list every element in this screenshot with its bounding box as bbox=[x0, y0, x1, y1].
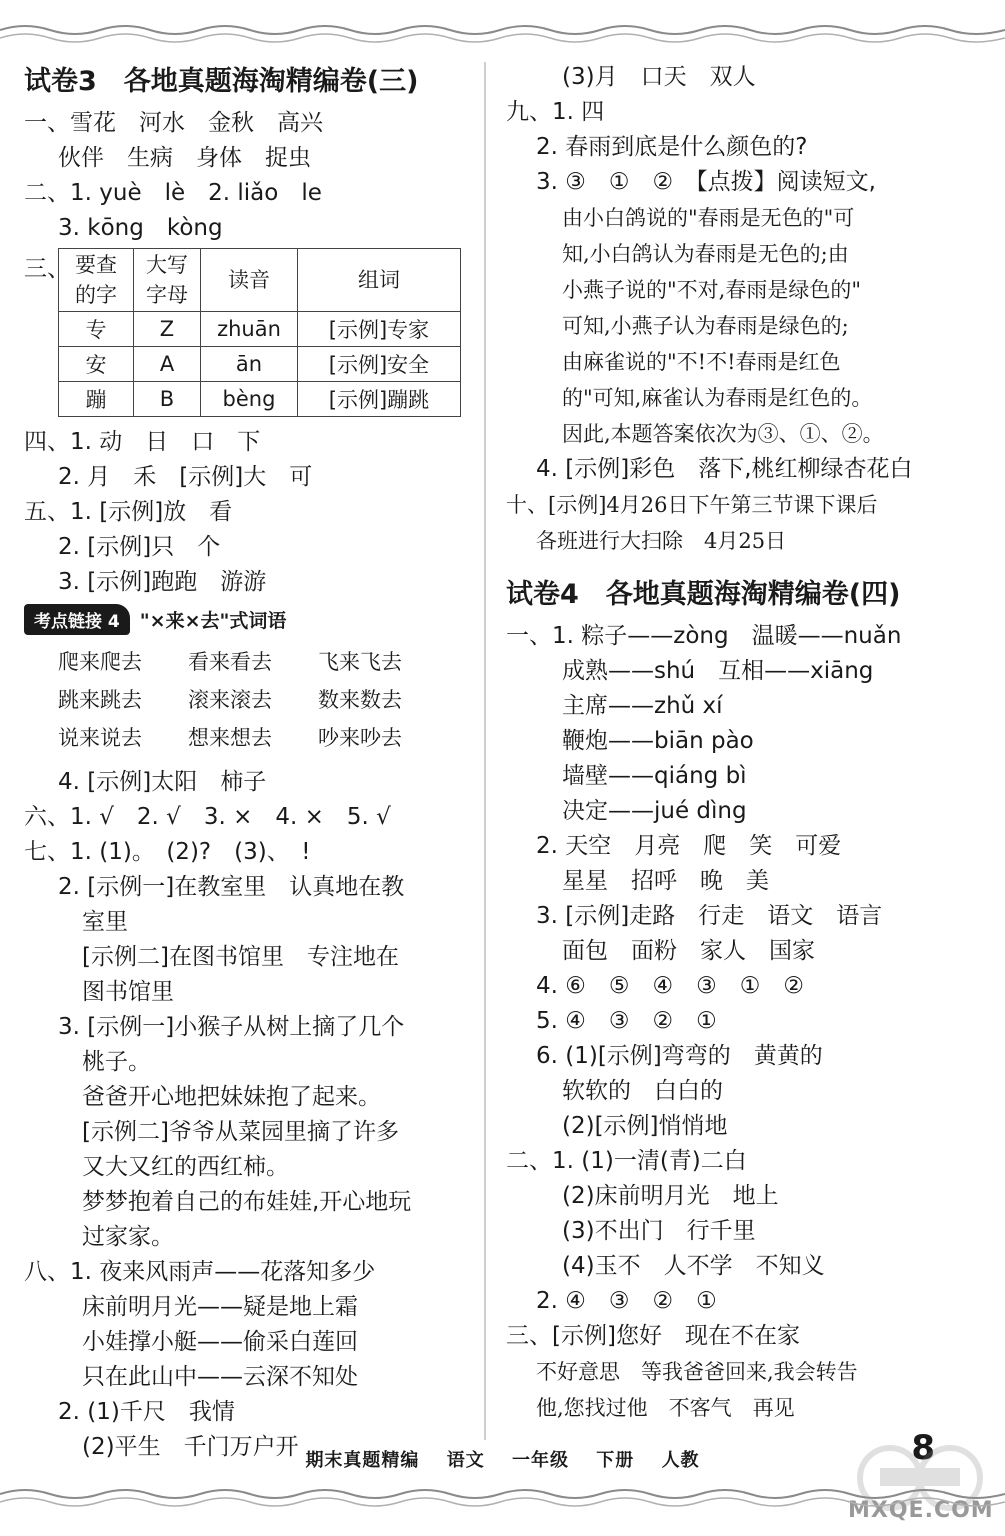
list-item: 数来数去 bbox=[318, 688, 402, 712]
s9-line: 2. 春雨到底是什么颜色的? bbox=[536, 134, 808, 160]
table-row bbox=[59, 382, 461, 417]
table-header: 读音 bbox=[201, 249, 298, 312]
table-cell: zhuān bbox=[201, 312, 298, 347]
s7-line: 图书馆里 bbox=[82, 979, 174, 1005]
list-item: 飞来飞去 bbox=[318, 650, 402, 674]
p4-s1-line: 2. 天空 月亮 爬 笑 可爱 bbox=[536, 833, 842, 859]
p4-s1-line: 主席——zhǔ xí bbox=[562, 693, 723, 719]
table-row bbox=[59, 347, 461, 382]
list-item: 想来想去 bbox=[188, 726, 272, 750]
s5-line-3: 3. [示例]跑跑 游游 bbox=[58, 569, 267, 595]
p4-s2-line: (2)床前明月光 地上 bbox=[562, 1183, 779, 1209]
s7-line: 3. [示例一]小猴子从树上摘了几个 bbox=[58, 1014, 405, 1040]
p4-s3-line: 不好意思 等我爸爸回来,我会转告 bbox=[536, 1360, 858, 1384]
table-cell: 蹦 bbox=[59, 382, 134, 417]
right-column bbox=[506, 60, 982, 1426]
table-header: 要查的字 bbox=[59, 249, 134, 312]
s4-line-2: 2. 月 禾 [示例]大 可 bbox=[58, 464, 313, 490]
watermark-text: MXQE.COM bbox=[848, 1498, 994, 1523]
p4-s3-line: 三、[示例]您好 现在不在家 bbox=[506, 1323, 800, 1349]
p4-s1-line: 墙壁——qiáng bì bbox=[562, 763, 747, 789]
p4-s3-line: 他,您找过他 不客气 再见 bbox=[536, 1396, 795, 1420]
column-divider bbox=[484, 62, 486, 1440]
table-header-row bbox=[59, 249, 461, 312]
s7-line: 梦梦抱着自己的布娃娃,开心地玩 bbox=[82, 1189, 412, 1215]
table-cell: bèng bbox=[201, 382, 298, 417]
p4-s1-line: 决定——jué dìng bbox=[562, 798, 747, 824]
s7-line: 2. [示例一]在教室里 认真地在教 bbox=[58, 874, 405, 900]
s7-line: 过家家。 bbox=[82, 1224, 174, 1250]
char-table bbox=[58, 248, 461, 417]
s8-line: 只在此山中——云深不知处 bbox=[82, 1364, 358, 1390]
s6-line: 六、1. √ 2. √ 3. × 4. × 5. √ bbox=[24, 804, 391, 830]
s8-line: (2)平生 千门万户开 bbox=[82, 1434, 299, 1460]
s9-line: 由小白鸽说的"春雨是无色的"可 bbox=[562, 206, 855, 230]
s5-line-2: 2. [示例]只 个 bbox=[58, 534, 221, 560]
p4-s1-line: 6. (1)[示例]弯弯的 黄黄的 bbox=[536, 1043, 823, 1069]
table-cell: [示例]专家 bbox=[298, 312, 461, 347]
p4-s1-line: 5. ④ ③ ② ① bbox=[536, 1008, 717, 1034]
p4-s1-line: 鞭炮——biān pào bbox=[562, 728, 754, 754]
s9-line: 因此,本题答案依次为③、①、②。 bbox=[562, 422, 884, 446]
table-cell: [示例]蹦跳 bbox=[298, 382, 461, 417]
footer-series: 期末真题精编 bbox=[305, 1450, 420, 1471]
s7-line: 桃子。 bbox=[82, 1049, 151, 1075]
list-item: 吵来吵去 bbox=[318, 726, 402, 750]
p4-s1-line: 成熟——shú 互相——xiāng bbox=[562, 658, 874, 684]
s3-label: 三、 bbox=[24, 256, 70, 282]
p4-s1-line: 一、1. 粽子——zòng 温暖——nuǎn bbox=[506, 623, 902, 649]
s9-line: 4. [示例]彩色 落下,桃红柳绿杏花白 bbox=[536, 456, 913, 482]
p4-s2-line: 二、1. (1)一清(青)二白 bbox=[506, 1148, 747, 1174]
table-row bbox=[59, 312, 461, 347]
s8-line: 小娃撑小艇——偷采白莲回 bbox=[82, 1329, 358, 1355]
s1-line-2: 伙伴 生病 身体 捉虫 bbox=[58, 145, 311, 171]
list-item: 看来看去 bbox=[188, 650, 272, 674]
p4-s2-line: (3)不出门 行千里 bbox=[562, 1218, 756, 1244]
table-header: 组词 bbox=[298, 249, 461, 312]
table-cell: 专 bbox=[59, 312, 134, 347]
kaodian-text: "×来×去"式词语 bbox=[139, 610, 287, 632]
footer-subject: 语文 bbox=[446, 1450, 485, 1471]
p4-s1-line: 星星 招呼 晚 美 bbox=[562, 868, 769, 894]
s9-line: 知,小白鸽认为春雨是无色的;由 bbox=[562, 242, 849, 266]
s9-line: 可知,小燕子认为春雨是绿色的; bbox=[562, 314, 849, 338]
table-cell: B bbox=[134, 382, 201, 417]
table-header: 大写字母 bbox=[134, 249, 201, 312]
s9-line: 的"可知,麻雀认为春雨是红色的。 bbox=[562, 386, 873, 410]
kaodian-link bbox=[24, 604, 472, 635]
footer-volume: 下册 bbox=[596, 1450, 635, 1471]
page-number: 8 bbox=[911, 1428, 935, 1468]
laiqu-word-grid bbox=[24, 645, 472, 755]
s7-line: 七、1. (1)。 (2)? (3)、 ! bbox=[24, 839, 311, 865]
s7-line: 室里 bbox=[82, 909, 128, 935]
exam4-title: 试卷4 各地真题海淘精编卷(四) bbox=[506, 579, 901, 610]
bottom-wave-border bbox=[0, 1482, 1005, 1512]
s8-line: 2. (1)千尺 我情 bbox=[58, 1399, 235, 1425]
p4-s1-line: 4. ⑥ ⑤ ④ ③ ① ② bbox=[536, 973, 804, 999]
kaodian-badge: 考点链接 4 bbox=[24, 604, 130, 635]
footer-edition: 人教 bbox=[661, 1450, 700, 1471]
s10-line: 各班进行大扫除 4月25日 bbox=[536, 529, 787, 553]
list-item: 滚来滚去 bbox=[188, 688, 272, 712]
s8-line: 八、1. 夜来风雨声——花落知多少 bbox=[24, 1259, 376, 1285]
s5-line-4: 4. [示例]太阳 柿子 bbox=[58, 769, 267, 795]
s8-line: 床前明月光——疑是地上霜 bbox=[82, 1294, 358, 1320]
s9-line: 九、1. 四 bbox=[506, 99, 605, 125]
s7-line: [示例二]在图书馆里 专注地在 bbox=[82, 944, 399, 970]
s1-line-1: 一、雪花 河水 金秋 高兴 bbox=[24, 110, 323, 136]
s5-line-1: 五、1. [示例]放 看 bbox=[24, 499, 233, 525]
s10-line: 十、[示例]4月26日下午第三节课下课后 bbox=[506, 493, 878, 517]
s8-continued: (3)月 口天 双人 bbox=[562, 64, 756, 90]
p4-s1-line: 软软的 白白的 bbox=[562, 1078, 723, 1104]
s3-block bbox=[24, 248, 472, 417]
s7-line: [示例二]爷爷从菜园里摘了许多 bbox=[82, 1119, 399, 1145]
table-cell: A bbox=[134, 347, 201, 382]
table-cell: Z bbox=[134, 312, 201, 347]
s9-line: 由麻雀说的"不!不!春雨是红色 bbox=[562, 350, 841, 374]
list-item: 说来说去 bbox=[58, 726, 142, 750]
p4-s1-line: 3. [示例]走路 行走 语文 语言 bbox=[536, 903, 883, 929]
s4-line-1: 四、1. 动 日 口 下 bbox=[24, 429, 261, 455]
footer-grade: 一年级 bbox=[512, 1450, 569, 1471]
list-item: 爬来爬去 bbox=[58, 650, 142, 674]
p4-s1-line: (2)[示例]悄悄地 bbox=[562, 1113, 728, 1139]
p4-s2-line: (4)玉不 人不学 不知义 bbox=[562, 1253, 825, 1279]
s2-line-1: 二、1. yuè lè 2. liǎo le bbox=[24, 180, 322, 206]
p4-s2-line: 2. ④ ③ ② ① bbox=[536, 1288, 717, 1314]
s2-line-2: 3. kōng kòng bbox=[58, 215, 223, 241]
list-item: 跳来跳去 bbox=[58, 688, 142, 712]
s7-line: 又大又红的西红柿。 bbox=[82, 1154, 289, 1180]
table-cell: ān bbox=[201, 347, 298, 382]
table-cell: 安 bbox=[59, 347, 134, 382]
top-wave-border bbox=[0, 18, 1005, 48]
left-column bbox=[24, 60, 472, 1465]
table-cell: [示例]安全 bbox=[298, 347, 461, 382]
p4-s1-line: 面包 面粉 家人 国家 bbox=[562, 938, 815, 964]
s9-line: 小燕子说的"不对,春雨是绿色的" bbox=[562, 278, 861, 302]
s7-line: 爸爸开心地把妹妹抱了起来。 bbox=[82, 1084, 381, 1110]
s9-line: 3. ③ ① ② 【点拨】阅读短文, bbox=[536, 169, 876, 195]
exam3-title: 试卷3 各地真题海淘精编卷(三) bbox=[24, 66, 419, 97]
